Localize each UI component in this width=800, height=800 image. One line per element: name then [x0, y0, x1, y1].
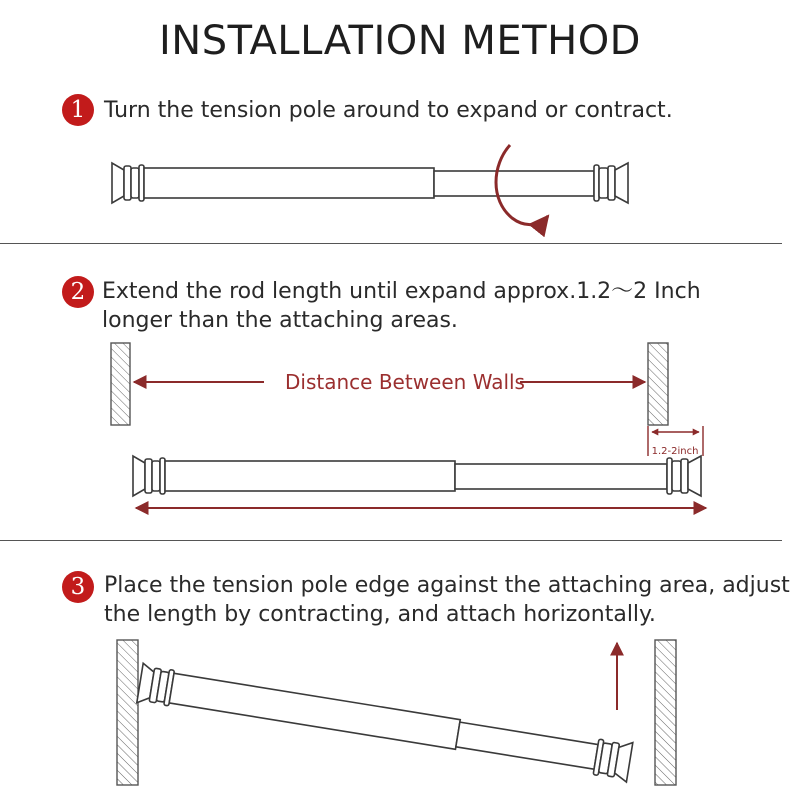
step-3-right-wall [655, 640, 676, 785]
step-3-line-2: the length by contracting, and attach horizontally. [104, 602, 656, 627]
step-1-line-1: Turn the tension pole around to expand or contract. [104, 98, 673, 123]
step-2-pole [133, 456, 701, 496]
page-title: INSTALLATION METHOD [159, 18, 641, 64]
step-1-badge: 1 [62, 94, 94, 126]
left-wall [111, 343, 130, 425]
step-3-line-1: Place the tension pole edge against the attaching area, adjust [104, 573, 790, 598]
step-2-line-2: longer than the attaching areas. [102, 308, 458, 333]
step-2-line-1: Extend the rod length until expand approx.1.2～2 Inch [102, 279, 701, 304]
step-3-left-wall [117, 640, 138, 785]
gap-label: 1.2-2inch [651, 446, 699, 457]
step-3-badge: 3 [62, 571, 94, 603]
right-wall [648, 343, 668, 425]
step-1-pole [112, 163, 628, 203]
distance-label: Distance Between Walls [285, 370, 525, 394]
step-3-pole [137, 663, 633, 782]
step-2-badge: 2 [62, 276, 94, 308]
